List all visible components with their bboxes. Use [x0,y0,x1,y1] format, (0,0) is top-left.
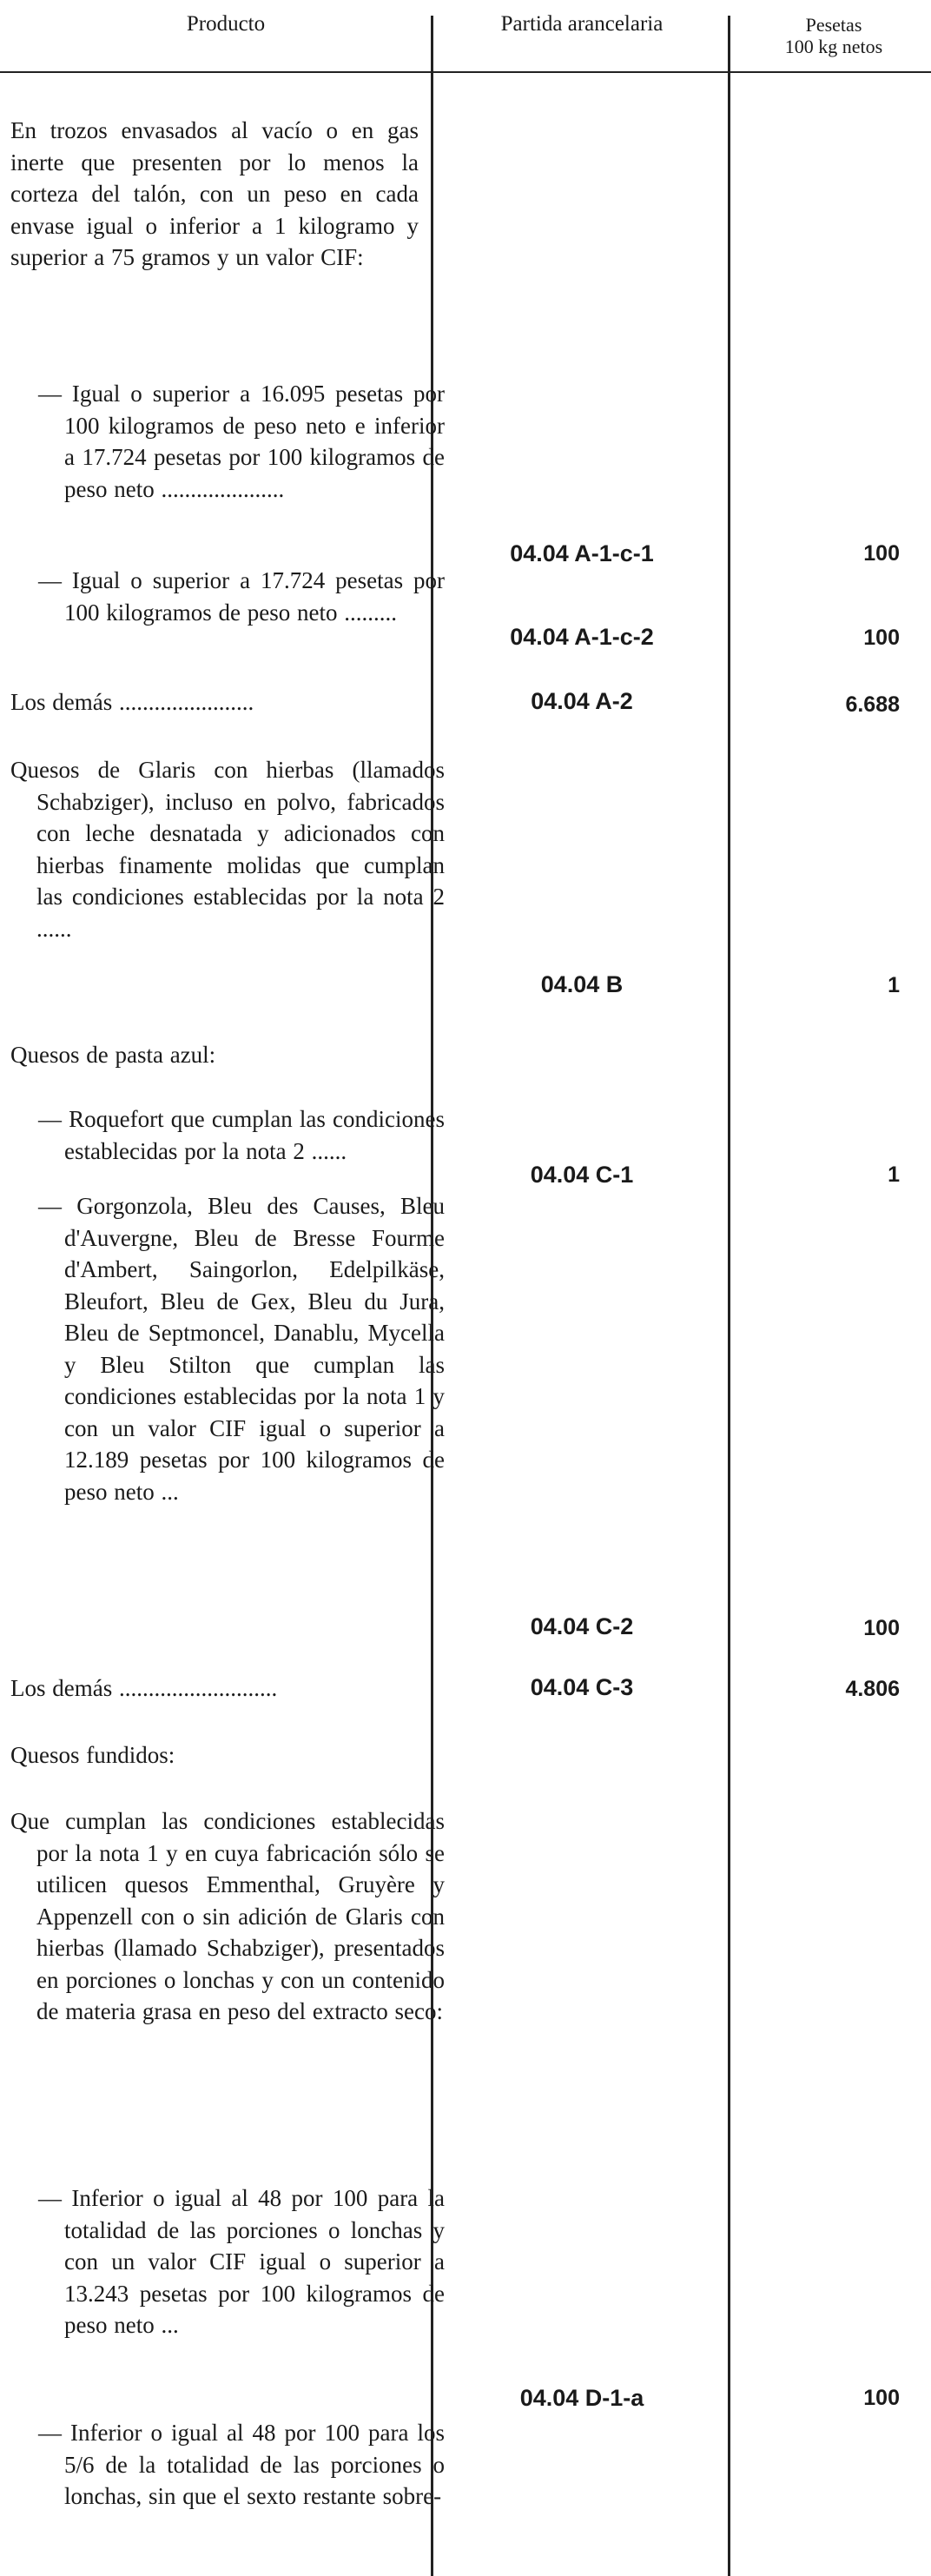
item-value-17724: — Igual o superior a 17.724 pesetas por 100 kilogramos de peso neto ......... [38,567,445,626]
item-inferior-48-total: — Inferior o igual al 48 por 100 para la totalidad de las porciones o lonchas y con un valor CIF igual o superior a 13.243 pesetas por 100 kilogramos de peso neto ... [38,2185,445,2338]
value-d-1-a: 100 [863,2386,900,2410]
code-04-04-d-1-a: 04.04 D-1-a [519,2385,644,2411]
title-pasta-azul: Quesos de pasta azul: [10,1042,216,1068]
header-producto: Producto [186,12,266,36]
item-value-16095: — Igual o superior a 16.095 pesetas por 100 kilogramos de peso neto e inferior a 17.724 pesetas por 100 kilogramos de peso neto ..................... [38,381,445,502]
block-vacuum-intro: En trozos envasados al vacío o en gas inerte que presenten por lo menos la corteza del talón, con un peso en cada envase igual o inferior a 1 kilogramo y superior a 75 gramos y un valor CIF: [10,117,419,270]
value-a-2: 6.688 [845,692,900,717]
item-roquefort: — Roquefort que cumplan las condiciones establecidas por la nota 2 ...... [38,1106,445,1164]
los-demas-a2: Los demás ....................... [10,689,254,715]
code-04-04-c-2: 04.04 C-2 [530,1613,634,1639]
code-04-04-a-1-c-1: 04.04 A-1-c-1 [510,540,654,566]
header-rule [0,71,931,73]
header-pesetas [736,14,931,58]
header-pesetas-line1: Pesetas [805,14,862,36]
header-partida-arancelaria: Partida arancelaria [500,12,664,36]
block-fundidos-intro: Que cumplan las condiciones establecidas por la nota 1 y en cuya fabricación sólo se utilicen quesos Emmenthal, Gruyère y Appenzell con o sin adición de Glaris con hierbas (llamado Schabziger), presentados en porciones o lonchas y con un contenido de materia grasa en peso del extracto seco: [10,1808,445,2024]
los-demas-c3: Los demás ........................... [10,1675,278,1701]
code-04-04-b: 04.04 B [540,971,624,997]
value-c-1: 1 [888,1162,900,1187]
item-inferior-48-five-sixths: — Inferior o igual al 48 por 100 para los 5/6 de la totalidad de las porciones o lonchas, sin que el sexto restante sobre- [38,2420,445,2509]
value-b: 1 [888,973,900,997]
value-c-2: 100 [863,1616,900,1640]
value-a-1-c-1: 100 [863,541,900,566]
item-gorgonzola: — Gorgonzola, Bleu des Causes, Bleu d'Auvergne, Bleu de Bresse Fourme d'Ambert, Saingorlon, Edelpilkäse, Bleufort, Bleu de Gex, Bleu du Jura, Bleu de Septmoncel, Danablu, Mycella y Bleu Stilton que cumplan las condiciones establecidas por la nota 1 y con un valor CIF igual o superior a 12.189 pesetas por 100 kilogramos de peso neto ... [38,1193,445,1505]
column-divider-2 [728,16,730,2576]
block-glaris: Quesos de Glaris con hierbas (llamados Schabziger), incluso en polvo, fabricados con leche desnatada y adicionados con hierbas finamente molidas que cumplan las condiciones establecidas por la nota 2 ...... [10,757,445,942]
code-04-04-a-2: 04.04 A-2 [531,688,633,714]
title-quesos-fundidos: Quesos fundidos: [10,1742,175,1768]
header-pesetas-line2: 100 kg netos [784,36,883,58]
value-a-1-c-2: 100 [863,626,900,650]
code-04-04-c-3: 04.04 C-3 [530,1674,634,1700]
code-04-04-c-1: 04.04 C-1 [530,1162,634,1188]
code-04-04-a-1-c-2: 04.04 A-1-c-2 [510,624,654,650]
value-c-3: 4.806 [845,1677,900,1701]
